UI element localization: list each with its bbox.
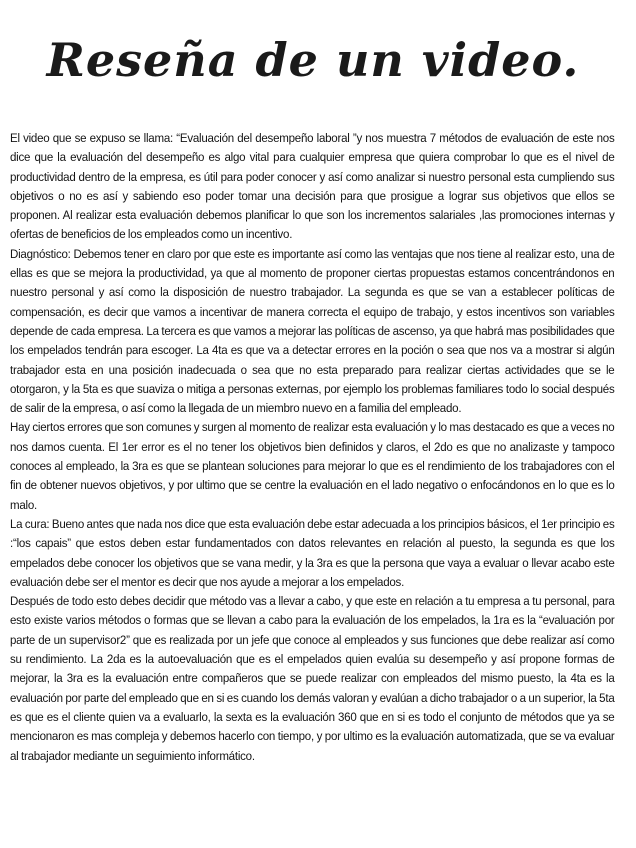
paragraph-la-cura: La cura: Bueno antes que nada nos dice que esta evaluación debe estar adecuada a los principios básicos, el 1er principio es :“los capais” que estos deben estar fundamentados con datos relevantes en relación al puesto, la segunda es que los empelados debe conocer los objetivos que se vana medir, y la 3ra es que la persona que vaya a evaluar o llevar acabo este evaluación debe ser el mentor es decir que nos ayude a mejorar a los empelados. [10, 516, 615, 589]
paragraph-diagnostico: Diagnóstico: Debemos tener en claro por que este es importante así como las ventajas que nos tiene al realizar esto, una de ellas es que se mejora la productividad, ya que al momento de proponer ciertas propuestas estamos concentrándonos en nuestro personal y así como la disposición de nuestro trabajador. La segunda es que se van a establecer políticas de compensación, es decir que vamos a incentivar de manera correcta el equipo de trabajo, y estos incentivos son variables depende de cada empresa. La tercera es que vamos a mejorar las políticas de ascenso, ya que habrá mas posibilidades que los empelados tendrán para escoger. La 4ta es que va a detectar errores en la poción o sea que nos va a mostrar si algún trabajador esta en una posición inadecuada o sea que no esta preparado para realizar ciertas actividades que se le otorgaron, y la 5ta es que suaviza o mitiga a personas externas, por ejemplo los problemas familiares todo lo social después de salir de la empresa, o así como la llegada de un miembro nuevo en a familia del empleado. [10, 246, 615, 416]
document-body [10, 129, 615, 766]
document-title: Reseña de un video. [46, 33, 580, 87]
paragraph-errores: Hay ciertos errores que son comunes y surgen al momento de realizar esta evaluación y lo mas destacado es que a veces no nos damos cuenta. El 1er error es el no tener los objetivos bien definidos y claros, el 2do es que no analizaste y tampoco conoces al empleado, la 3ra es que se plantean soluciones para mejorar lo que es el rendimiento de los trabajadores con el fin de obtener nuevos objetivos, y por ultimo que se centre la evaluación en el lado negativo o enfocándonos en lo que es lo malo. [10, 420, 615, 512]
paragraph-metodos: Después de todo esto debes decidir que método vas a llevar a cabo, y que este en relación a tu empresa a tu personal, para esto existe varios métodos o formas que se llevan a cabo para la evaluación de los empelados, la 1ra es la “evaluación por parte de un supervisor2” que es realizada por un jefe que conoce al empleados y sus funciones que debe realizar así como su rendimiento. La 2da es la autoevaluación que es el empelados quien evalúa su desempeño y así propone formas de mejorar, la 3ra es la evaluación entre compañeros que se puede realizar con empleados del mismo puesto, la 4ta es la evaluación por parte del empleado que en si es cuando los demás valoran y evalúan a dicho trabajador o a un superior, la 5ta es que es el cliente quien va a evaluarlo, la sexta es la evaluación 360 que en si es todo el conjunto de métodos que ya se mencionaron es mas compleja y debemos hacerlo con tiempo, y por ultimo es la evaluación automatizada, que se va evaluar al trabajador mediante un seguimiento informático. [10, 594, 615, 763]
paragraph-introduction: El video que se expuso se llama: “Evaluación del desempeño laboral ”y nos muestra 7 métodos de evaluación de este nos dice que la evaluación del desempeño es algo vital para cualquier empresa que quiera comprobar lo que es el nivel de productividad dentro de la empresa, es útil para poder conocer y así como analizar si nuestro personal esta cumpliendo sus objetivos o no es así y sabiendo eso poder tomar una decisión para que prosigue a lograr sus objetivos que ellos se proponen. Al realizar esta evaluación debemos planificar lo que son los incrementos salariales ,las promociones internas y ofertas de beneficios de los empleados como un incentivo. [10, 131, 615, 242]
